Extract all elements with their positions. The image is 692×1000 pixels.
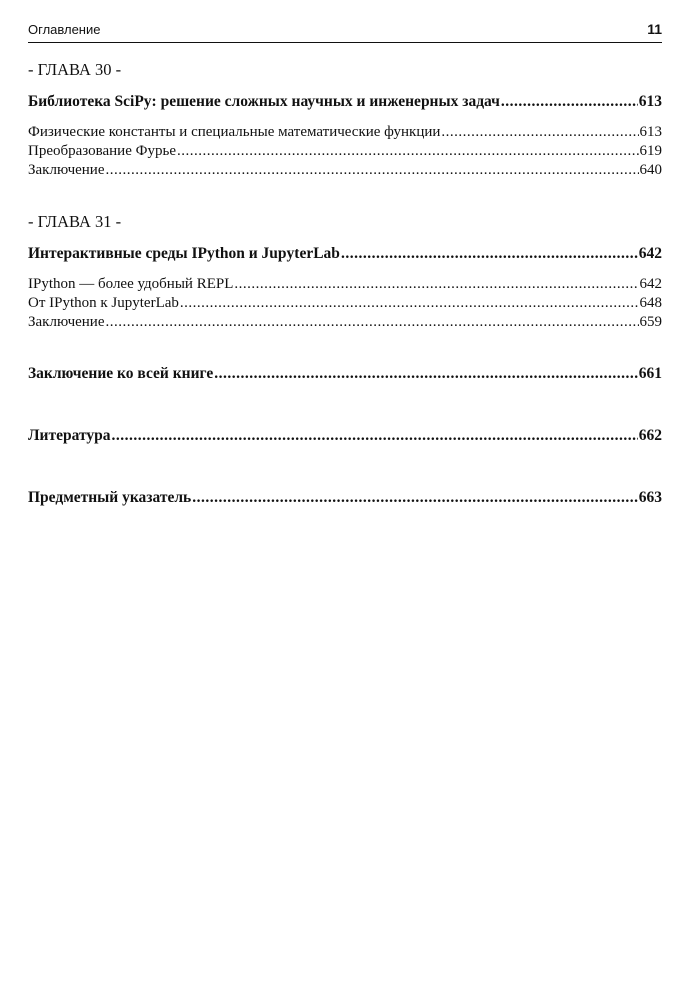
chapter-30-label: - ГЛАВА 30 - (28, 60, 122, 79)
section-title: Физические константы и специальные математические функции (28, 124, 441, 140)
page-number: 640 (639, 162, 662, 178)
dot-leader (501, 92, 638, 112)
dot-leader (441, 123, 638, 142)
page-number: 648 (639, 295, 662, 311)
page-number: 642 (639, 276, 662, 292)
page-number: 661 (638, 365, 662, 382)
table-of-contents (28, 60, 662, 550)
book-conclusion-entry[interactable] (28, 364, 662, 384)
section-title: Заключение (28, 162, 105, 178)
toc-section-entry[interactable] (28, 142, 662, 161)
header-title: Оглавление (28, 22, 101, 37)
page-number: 613 (639, 124, 662, 140)
dot-leader (192, 488, 638, 508)
section-title: IPython — более удобный REPL (28, 276, 234, 292)
page-number: 642 (638, 245, 662, 262)
entry-title: Заключение ко всей книге (28, 365, 214, 382)
dot-leader (214, 364, 638, 384)
page-number: 619 (639, 143, 662, 159)
chapter-title: Интерактивные среды IPython и JupyterLab (28, 245, 340, 262)
chapter-31-title-entry[interactable] (28, 244, 662, 264)
dot-leader (106, 313, 639, 332)
chapter-31-label: - ГЛАВА 31 - (28, 212, 122, 231)
entry-title: Литература (28, 427, 111, 444)
document-page (28, 0, 662, 1000)
header-page-number: 11 (647, 21, 662, 37)
toc-section-entry[interactable] (28, 313, 662, 332)
chapter-30-title-entry[interactable] (28, 92, 662, 112)
running-header (28, 20, 662, 43)
book-conclusion-block (28, 364, 662, 384)
literature-entry[interactable] (28, 426, 662, 446)
page-number: 663 (638, 489, 662, 506)
section-title: От IPython к JupyterLab (28, 295, 179, 311)
section-title: Заключение (28, 314, 105, 330)
dot-leader (177, 142, 639, 161)
dot-leader (180, 294, 639, 313)
dot-leader (111, 426, 637, 446)
toc-section-entry[interactable] (28, 275, 662, 294)
toc-section-entry[interactable] (28, 161, 662, 180)
toc-section-entry[interactable] (28, 123, 662, 142)
literature-block (28, 426, 662, 446)
index-block (28, 488, 662, 508)
chapter-31-block (28, 212, 662, 332)
toc-section-entry[interactable] (28, 294, 662, 313)
section-title: Преобразование Фурье (28, 143, 176, 159)
dot-leader (106, 161, 639, 180)
page-number: 659 (639, 314, 662, 330)
page-number: 613 (638, 93, 662, 110)
subject-index-entry[interactable] (28, 488, 662, 508)
dot-leader (234, 275, 638, 294)
chapter-title: Библиотека SciPy: решение сложных научных и инженерных задач (28, 93, 500, 110)
entry-title: Предметный указатель (28, 489, 192, 506)
dot-leader (341, 244, 638, 264)
chapter-30-block (28, 60, 662, 180)
page-number: 662 (638, 427, 662, 444)
